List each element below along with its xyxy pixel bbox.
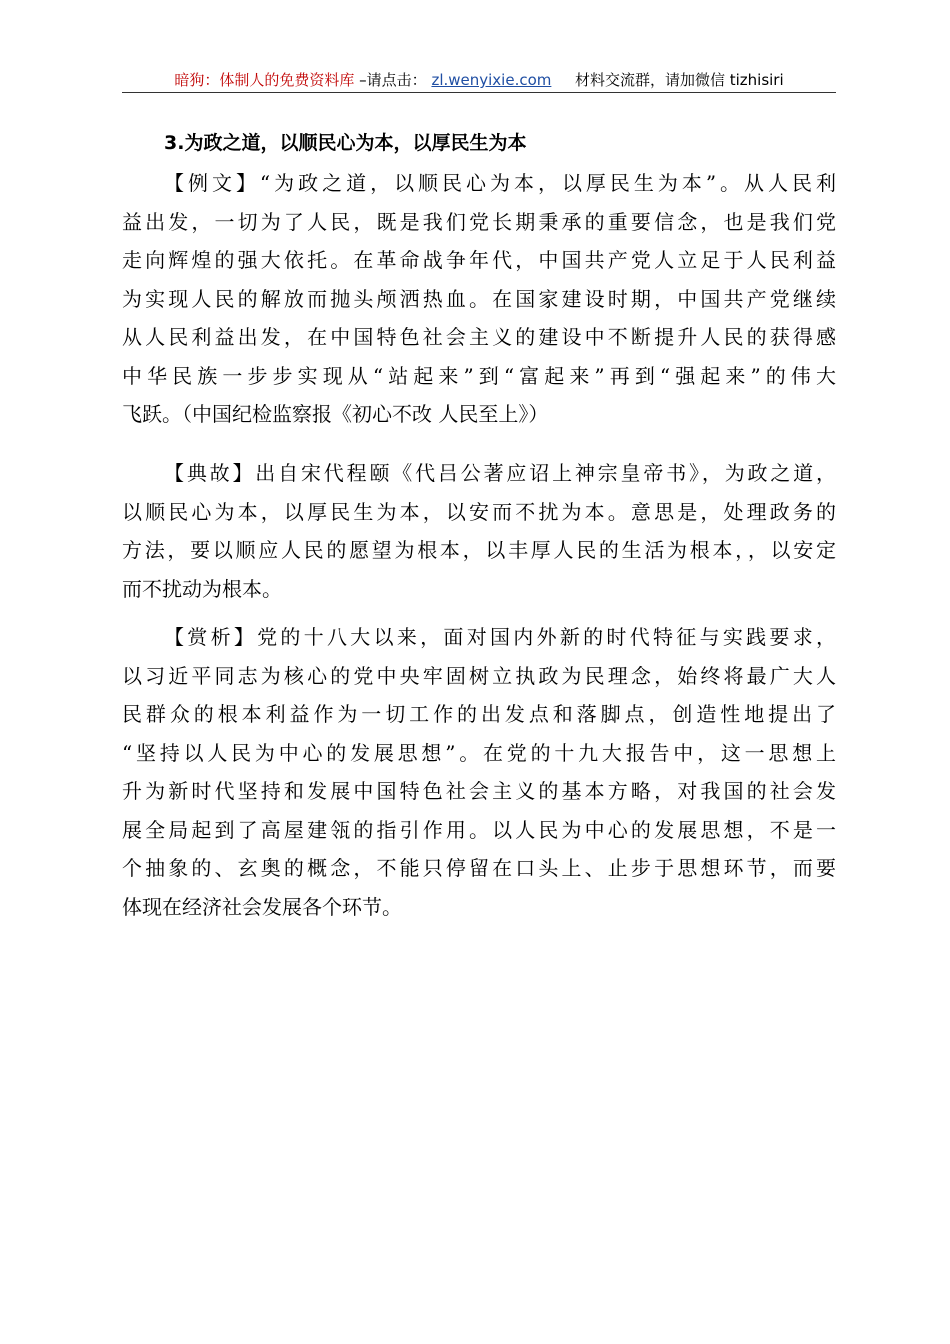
paragraph-line: 升为新时代坚持和发展中国特色社会主义的基本方略，对我国的社会发 <box>122 779 836 803</box>
paragraph-line: 民群众的根本利益作为一切工作的出发点和落脚点，创造性地提出了 <box>122 702 836 726</box>
paragraph-line: 【典故】出自宋代程颐《代吕公著应诏上神宗皇帝书》，为政之道， <box>164 461 836 485</box>
paragraph-line: 【例文】“为政之道，以顺民心为本，以厚民生为本”。从人民利 <box>164 171 836 195</box>
paragraph-line: 方法，要以顺应人民的愿望为根本，以丰厚人民的生活为根本，，以安定 <box>122 538 836 562</box>
paragraph-line: 飞跃。（中国纪检监察报《初心不改 人民至上》） <box>122 402 549 426</box>
paragraph-line: 走向辉煌的强大依托。在革命战争年代，中国共产党人立足于人民利益 <box>122 248 836 272</box>
header-click-prompt: –请点击： <box>359 71 427 89</box>
paragraph-line: 体现在经济社会发展各个环节。 <box>122 894 402 919</box>
paragraph-example <box>122 164 836 434</box>
paragraph-line: 为实现人民的解放而抛头颅洒热血。在国家建设时期，中国共产党继续 <box>122 286 836 311</box>
header-link[interactable]: zl.wenyixie.com <box>431 71 552 89</box>
paragraph-line: 而不扰动为根本。 <box>122 576 282 601</box>
paragraph-line: 中华民族一步步实现从“站起来”到“富起来”再到“强起来”的伟大 <box>122 363 836 388</box>
paragraph-line: 个抽象的、玄奥的概念，不能只停留在口头上、止步于思想环节，而要 <box>122 856 836 880</box>
header-brand: 暗狗：体制人的免费资料库 <box>174 71 355 89</box>
paragraph-line: 展全局起到了高屋建瓴的指引作用。以人民为中心的发展思想，不是一 <box>122 817 836 842</box>
paragraph-line: 从人民利益出发，在中国特色社会主义的建设中不断提升人民的获得感 <box>122 325 836 349</box>
paragraph-appreciation <box>122 618 836 926</box>
page-header <box>122 68 836 93</box>
paragraph-line: 以顺民心为本，以厚民生为本，以安而不扰为本。意思是，处理政务的 <box>122 499 836 524</box>
paragraph-line: 【赏析】党的十八大以来，面对国内外新的时代特征与实践要求， <box>164 625 836 649</box>
paragraph-line: 益出发，一切为了人民，既是我们党长期秉承的重要信念，也是我们党 <box>122 209 836 234</box>
paragraph-line: “坚持以人民为中心的发展思想”。在党的十九大报告中，这一思想上 <box>122 740 836 765</box>
paragraph-line: 以习近平同志为核心的党中央牢固树立执政为民理念，始终将最广大人 <box>122 663 836 688</box>
header-contact: 材料交流群，请加微信 tizhisiri <box>574 71 784 89</box>
paragraph-allusion <box>122 454 836 608</box>
section-title: 3.为政之道，以顺民心为本，以厚民生为本 <box>164 132 527 154</box>
